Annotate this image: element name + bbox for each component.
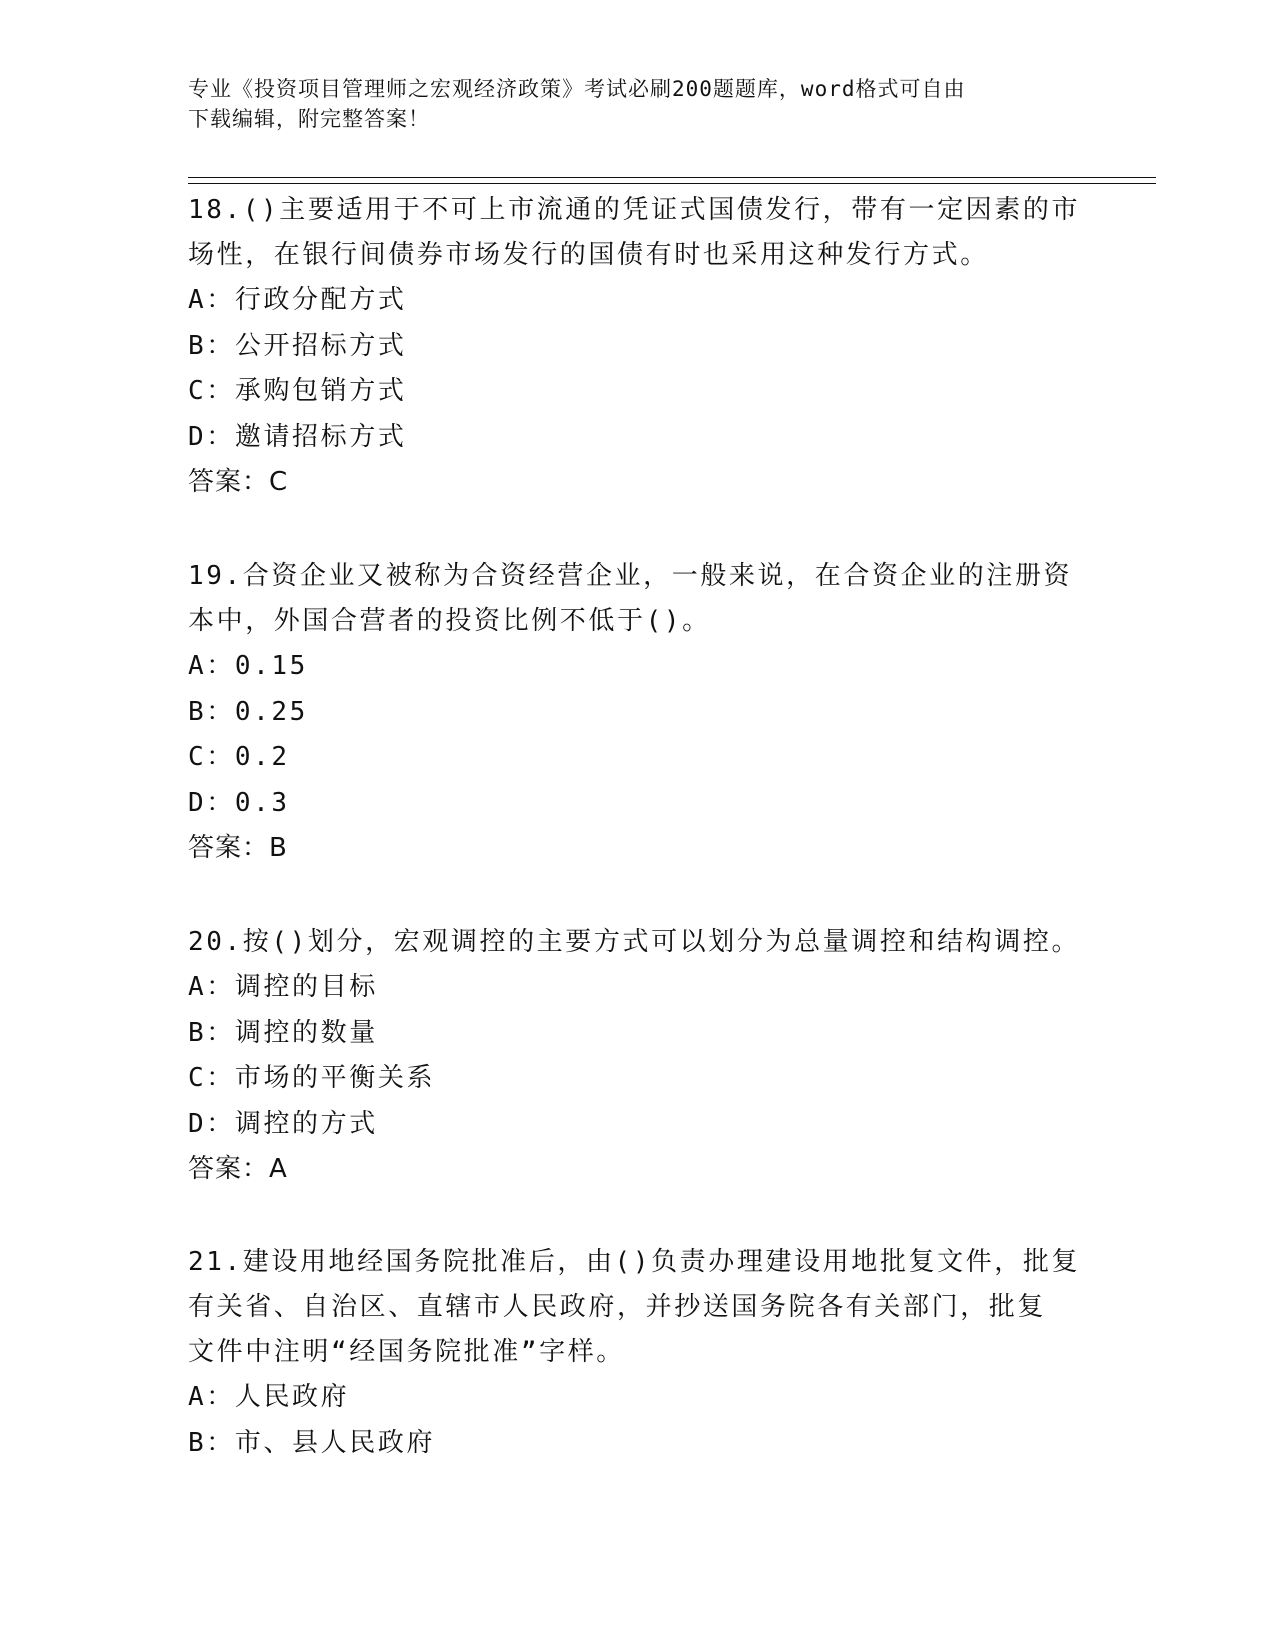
header-line-2: 下载编辑，附完整答案！ xyxy=(188,107,430,131)
option-c: C：0.2 xyxy=(188,742,290,772)
question-19 xyxy=(188,554,1088,871)
option-c: C：承购包销方式 xyxy=(188,376,407,406)
question-line: 20.按()划分，宏观调控的主要方式可以划分为总量调控和结构调控。 xyxy=(188,927,1081,957)
option-b: B：市、县人民政府 xyxy=(188,1427,436,1458)
option-d: D：0.3 xyxy=(188,787,290,818)
header-rule-top xyxy=(188,177,1156,178)
question-line: 场性，在银行间债券市场发行的国债有时也采用这种发行方式。 xyxy=(188,240,989,270)
option-b: B：公开招标方式 xyxy=(188,330,407,361)
option-c: C：市场的平衡关系 xyxy=(188,1063,436,1093)
header-line-1: 专业《投资项目管理师之宏观经济政策》考试必刷200题题库，word格式可自由 xyxy=(188,77,966,101)
option-d: D：调控的方式 xyxy=(188,1108,378,1139)
question-line: 21.建设用地经国务院批准后，由()负责办理建设用地批复文件，批复 xyxy=(188,1247,1081,1277)
option-d: D：邀请招标方式 xyxy=(188,421,407,452)
question-line: 本中，外国合营者的投资比例不低于()。 xyxy=(188,606,711,636)
question-20 xyxy=(188,920,1088,1192)
question-line: 文件中注明“经国务院批准”字样。 xyxy=(188,1337,625,1367)
option-b: B：调控的数量 xyxy=(188,1017,378,1048)
question-line: 18.()主要适用于不可上市流通的凭证式国债发行，带有一定因素的市 xyxy=(188,195,1081,225)
question-21 xyxy=(188,1240,1088,1466)
document-header xyxy=(188,74,1068,134)
option-a: A：人民政府 xyxy=(188,1382,350,1412)
question-line: 有关省、自治区、直辖市人民政府，并抄送国务院各有关部门，批复 xyxy=(188,1292,1047,1322)
answer: 答案：A xyxy=(188,1154,288,1184)
question-line: 19.合资企业又被称为合资经营企业，一般来说，在合资企业的注册资 xyxy=(188,561,1073,591)
header-rule-bottom xyxy=(188,183,1156,184)
answer: 答案：C xyxy=(188,467,289,497)
option-a: A：0.15 xyxy=(188,651,308,681)
option-b: B：0.25 xyxy=(188,696,308,727)
answer: 答案：B xyxy=(188,833,288,863)
option-a: A：调控的目标 xyxy=(188,972,378,1002)
question-18 xyxy=(188,188,1088,505)
option-a: A：行政分配方式 xyxy=(188,285,407,315)
